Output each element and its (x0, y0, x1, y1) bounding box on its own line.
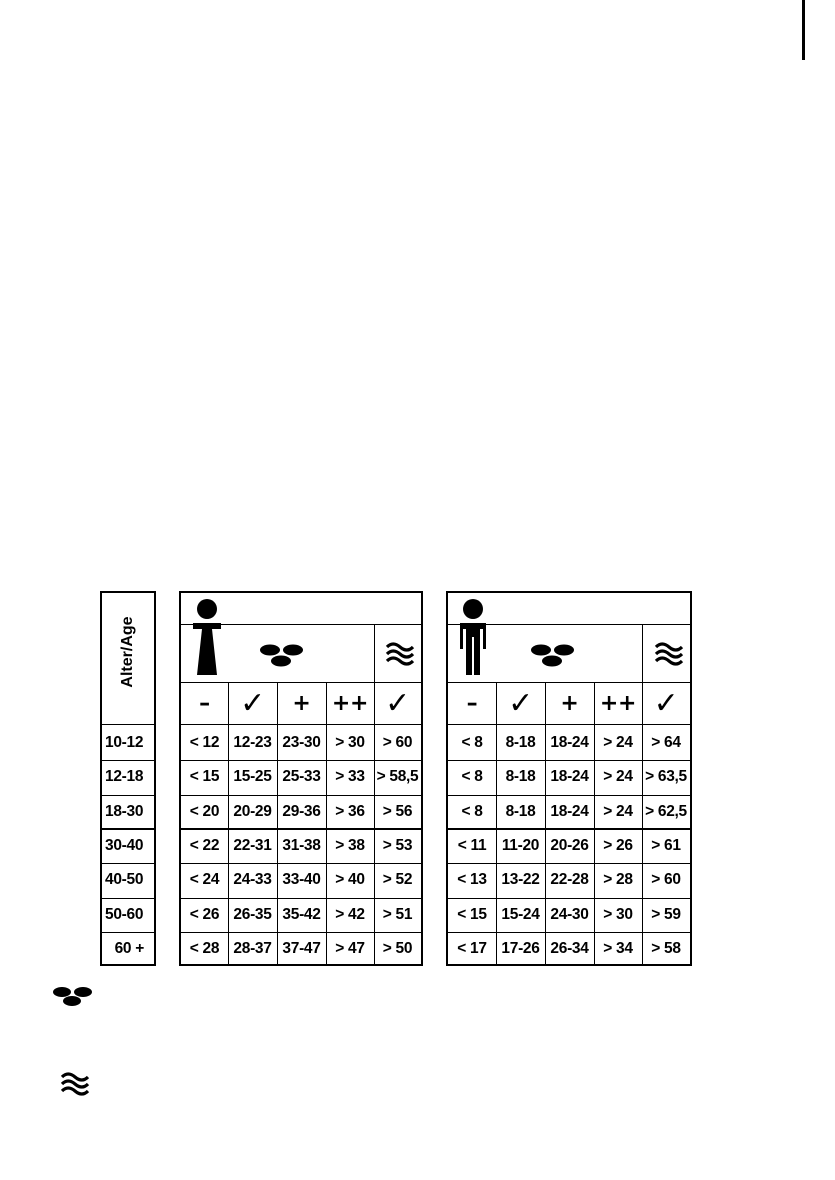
men-cell: 18-24 (550, 802, 589, 820)
age-row-label: 10-12 (105, 734, 144, 752)
women-cell: > 52 (382, 871, 413, 889)
check-icon: ✓ (385, 686, 410, 721)
men-cell: 8-18 (505, 734, 536, 752)
women-cell: > 60 (382, 734, 413, 752)
legend-fat-cells-icon (52, 986, 94, 1008)
men-cell: 26-34 (550, 939, 589, 957)
women-cell: 28-37 (233, 939, 272, 957)
women-cell: < 26 (189, 905, 220, 923)
women-cell: 26-35 (233, 905, 272, 923)
women-water-col-divider (374, 624, 375, 682)
women-cell: > 38 (335, 837, 365, 855)
age-header-divider (100, 724, 156, 725)
men-cell: 11-20 (501, 837, 540, 855)
women-cell: < 20 (189, 802, 220, 820)
men-cell: > 26 (603, 837, 633, 855)
men-cell: > 34 (603, 939, 633, 957)
women-cell: 33-40 (282, 871, 321, 889)
women-cell: 22-31 (233, 837, 272, 855)
men-cell: < 8 (461, 802, 483, 820)
woman-figure-icon (189, 597, 225, 677)
women-cell: > 42 (335, 905, 365, 923)
men-cell: > 62,5 (645, 802, 687, 820)
page-edge-mark (802, 0, 805, 60)
women-cell: > 53 (382, 837, 413, 855)
women-cell: > 30 (335, 734, 365, 752)
men-cell: 20-26 (550, 837, 589, 855)
men-cell: 8-18 (505, 802, 536, 820)
women-cell: 35-42 (282, 905, 321, 923)
women-cell: < 28 (189, 939, 220, 957)
women-cell: < 24 (189, 871, 220, 889)
age-row-divider (100, 760, 156, 761)
men-cell: > 58 (651, 939, 681, 957)
women-cell: < 15 (189, 768, 220, 786)
check-icon: ✓ (508, 686, 533, 721)
women-cell: 24-33 (233, 871, 272, 889)
men-cell: 22-28 (550, 871, 589, 889)
men-cell: 15-24 (501, 905, 540, 923)
age-row-label: 50-60 (105, 905, 144, 923)
women-cell: 37-47 (282, 939, 321, 957)
women-cell: 15-25 (233, 768, 272, 786)
age-row-divider (100, 795, 156, 796)
subheader-symbol: ++ (599, 691, 637, 716)
women-cell: > 36 (335, 802, 365, 820)
fat-cells-icon (259, 643, 305, 669)
subheader-symbol: – (199, 691, 210, 716)
men-cell: 13-22 (501, 871, 540, 889)
women-cell: < 22 (189, 837, 220, 855)
men-cell: > 24 (603, 802, 633, 820)
women-cell: 12-23 (233, 734, 272, 752)
women-cell: 23-30 (282, 734, 321, 752)
subheader-symbol: + (560, 691, 579, 716)
legend-water-waves-icon (60, 1071, 90, 1097)
age-row-label: 30-40 (105, 837, 144, 855)
women-cell: > 47 (335, 939, 365, 957)
men-cell: < 13 (457, 871, 487, 889)
women-cell: 29-36 (282, 802, 321, 820)
men-cell: > 24 (603, 768, 633, 786)
men-cell: 24-30 (550, 905, 589, 923)
women-cell: > 40 (335, 871, 365, 889)
men-cell: > 24 (603, 734, 633, 752)
age-row-divider (100, 828, 156, 830)
men-cell: < 17 (457, 939, 487, 957)
men-cell: < 8 (461, 768, 483, 786)
women-cell: > 51 (382, 905, 413, 923)
women-cell: > 50 (382, 939, 413, 957)
age-row-label: 12-18 (105, 768, 144, 786)
women-cell: 31-38 (282, 837, 321, 855)
men-cell: 18-24 (550, 768, 589, 786)
men-cell: 8-18 (505, 768, 536, 786)
men-water-col-divider (642, 624, 643, 682)
check-icon: ✓ (653, 686, 679, 721)
age-row-label: 60 + (114, 939, 144, 957)
women-title-divider (179, 624, 423, 625)
subheader-symbol: – (466, 691, 478, 716)
age-row-divider (100, 863, 156, 864)
men-cell: < 11 (457, 837, 487, 855)
men-cell: < 8 (461, 734, 483, 752)
men-title-divider (446, 624, 692, 625)
men-cell: > 63,5 (645, 768, 687, 786)
men-cell: > 59 (651, 905, 681, 923)
women-cell: 20-29 (233, 802, 272, 820)
women-cell: > 56 (382, 802, 413, 820)
men-cell: < 15 (457, 905, 487, 923)
subheader-symbol: + (292, 691, 311, 716)
women-cell: < 12 (189, 734, 220, 752)
women-cell: > 58,5 (376, 768, 419, 786)
men-cell: > 28 (603, 871, 633, 889)
age-row-label: 18-30 (105, 802, 144, 820)
age-row-divider (100, 932, 156, 933)
water-waves-icon (654, 641, 684, 667)
fat-cells-icon (530, 643, 576, 669)
women-cell: > 33 (335, 768, 365, 786)
men-cell: 17-26 (501, 939, 540, 957)
check-icon: ✓ (240, 686, 265, 721)
age-row-divider (100, 898, 156, 899)
water-waves-icon (385, 641, 415, 667)
men-cell: > 30 (603, 905, 633, 923)
age-header: Alter/Age (119, 616, 136, 688)
men-cell: > 64 (651, 734, 681, 752)
age-row-label: 40-50 (105, 871, 144, 889)
women-cell: 25-33 (282, 768, 321, 786)
men-cell: > 61 (651, 837, 681, 855)
man-figure-icon (456, 597, 492, 677)
men-cell: > 60 (651, 871, 681, 889)
men-cell: 18-24 (550, 734, 589, 752)
subheader-symbol: ++ (331, 691, 369, 716)
